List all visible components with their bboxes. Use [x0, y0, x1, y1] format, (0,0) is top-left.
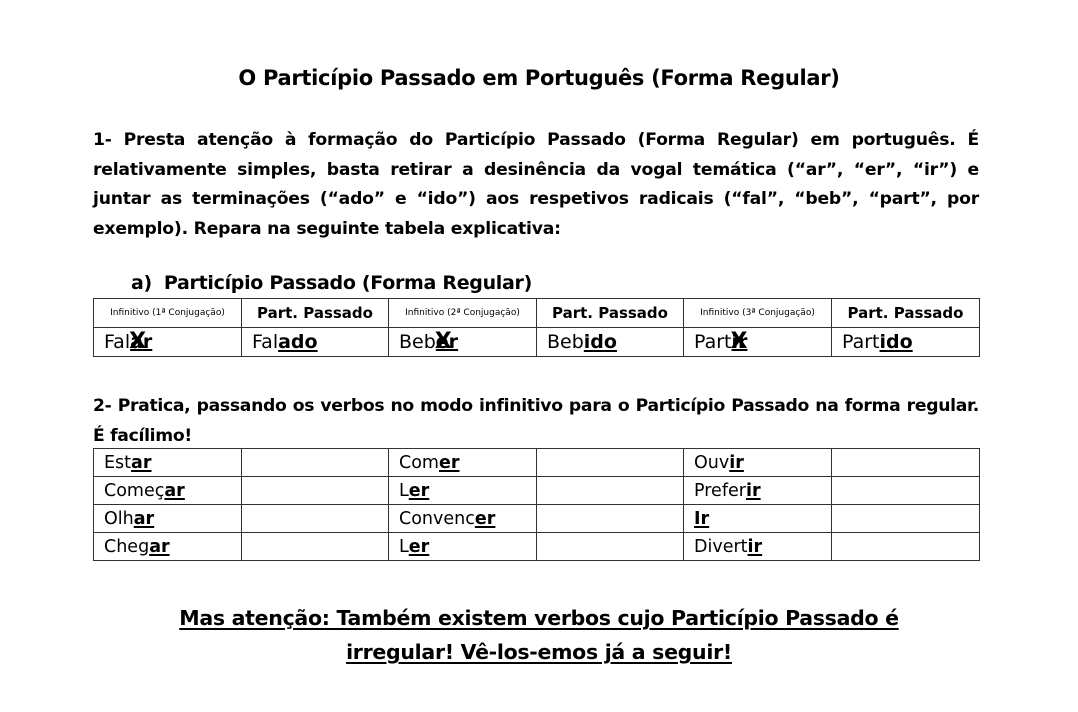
verb-stem: Ouv — [694, 452, 730, 473]
exercise-2-instructions: 2- Pratica, passando os verbos no modo infinitivo para o Particípio Passado na forma regular. É facílimo! — [93, 396, 979, 446]
crossed-ending: ar X — [130, 331, 152, 353]
verb-ending: ar — [149, 536, 170, 557]
verb-ending: ir — [729, 452, 744, 473]
answer-cell[interactable] — [537, 533, 684, 561]
verb-olhar — [94, 505, 242, 533]
verb-ending: er — [408, 480, 430, 501]
table-row — [94, 328, 980, 357]
participle-ending: ido — [879, 331, 913, 353]
answer-cell[interactable] — [537, 477, 684, 505]
explanation-table — [93, 298, 980, 357]
table-subheading — [131, 272, 532, 294]
practice-table — [93, 448, 980, 561]
verb-ir — [684, 505, 832, 533]
subheading-text: Particípio Passado (Forma Regular) — [163, 272, 532, 294]
header-past-participle-2: Part. Passado — [537, 299, 684, 328]
footer-line-2: irregular! Vê-los-emos já a seguir! — [346, 640, 732, 664]
verb-stem: L — [399, 480, 409, 501]
verb-ending: ar — [131, 452, 152, 473]
verb-stem: Prefer — [694, 480, 746, 501]
verb-stem: Beb — [547, 331, 584, 353]
verb-stem: Convenc — [399, 508, 475, 529]
table-row — [94, 477, 980, 505]
header-past-participle-1: Part. Passado — [242, 299, 389, 328]
verb-ending: ir — [747, 536, 763, 557]
verb-stem: Cheg — [104, 536, 150, 557]
verb-ending: ir — [745, 480, 761, 501]
example-participle-falado — [242, 328, 389, 357]
footer-note — [0, 601, 1078, 669]
verb-convencer — [389, 505, 537, 533]
participle-ending: ido — [583, 331, 617, 353]
header-infinitive-3: Infinitivo (3ª Conjugação) — [684, 299, 832, 328]
example-participle-partido — [832, 328, 980, 357]
verb-stem: Beb — [399, 331, 436, 353]
verb-stem: Fal — [252, 331, 279, 353]
answer-cell[interactable] — [832, 477, 980, 505]
verb-stem: Começ — [104, 480, 165, 501]
verb-comecar — [94, 477, 242, 505]
answer-cell[interactable] — [832, 449, 980, 477]
verb-stem: Part — [694, 331, 732, 353]
answer-cell[interactable] — [242, 477, 389, 505]
verb-chegar — [94, 533, 242, 561]
verb-ending: ar — [164, 480, 185, 501]
table-row — [94, 505, 980, 533]
exercise-1-instructions: 1- Presta atenção à formação do Particípio Passado (Forma Regular) em português. É relativamente simples, basta retirar a desinência da vogal temática (“ar”, “er”, “ir”) e juntar as terminações (“ado” e “ido”) aos respetivos radicais (“fal”, “beb”, “part”, por exemplo). Repara na seguinte tabela explicativa: — [93, 130, 979, 239]
verb-ler — [389, 477, 537, 505]
answer-cell[interactable] — [242, 505, 389, 533]
verb-ler — [389, 533, 537, 561]
example-infinitive-falar — [94, 328, 242, 357]
header-past-participle-3: Part. Passado — [832, 299, 980, 328]
verb-divertir — [684, 533, 832, 561]
example-infinitive-partir — [684, 328, 832, 357]
footer-line-1: Mas atenção: Também existem verbos cujo Particípio Passado é — [179, 606, 899, 630]
table-row — [94, 533, 980, 561]
answer-cell[interactable] — [242, 533, 389, 561]
answer-cell[interactable] — [537, 505, 684, 533]
verb-ending: er — [474, 508, 496, 529]
verb-estar — [94, 449, 242, 477]
verb-ending: er — [438, 452, 460, 473]
verb-ending: ar — [133, 508, 155, 529]
verb-stem: Divert — [694, 536, 748, 557]
verb-ending: Ir — [694, 508, 710, 529]
verb-stem: Olh — [104, 508, 134, 529]
participle-ending: ado — [278, 331, 318, 353]
table-header-row — [94, 299, 980, 328]
verb-stem: Com — [399, 452, 439, 473]
crossed-ending: ir X — [732, 331, 748, 353]
subheading-label: a) — [131, 272, 152, 294]
verb-ouvir — [684, 449, 832, 477]
verb-preferir — [684, 477, 832, 505]
answer-cell[interactable] — [832, 533, 980, 561]
example-participle-bebido — [537, 328, 684, 357]
answer-cell[interactable] — [242, 449, 389, 477]
crossed-ending: er X — [436, 331, 458, 353]
table-row — [94, 449, 980, 477]
page-title: O Particípio Passado em Português (Forma Regular) — [238, 66, 840, 90]
header-infinitive-2: Infinitivo (2ª Conjugação) — [389, 299, 537, 328]
verb-stem: Est — [104, 452, 132, 473]
verb-stem: L — [399, 536, 409, 557]
header-infinitive-1: Infinitivo (1ª Conjugação) — [94, 299, 242, 328]
verb-ending: er — [408, 536, 430, 557]
verb-stem: Part — [842, 331, 880, 353]
example-infinitive-beber — [389, 328, 537, 357]
verb-stem: Fal — [104, 331, 131, 353]
answer-cell[interactable] — [832, 505, 980, 533]
answer-cell[interactable] — [537, 449, 684, 477]
verb-comer — [389, 449, 537, 477]
